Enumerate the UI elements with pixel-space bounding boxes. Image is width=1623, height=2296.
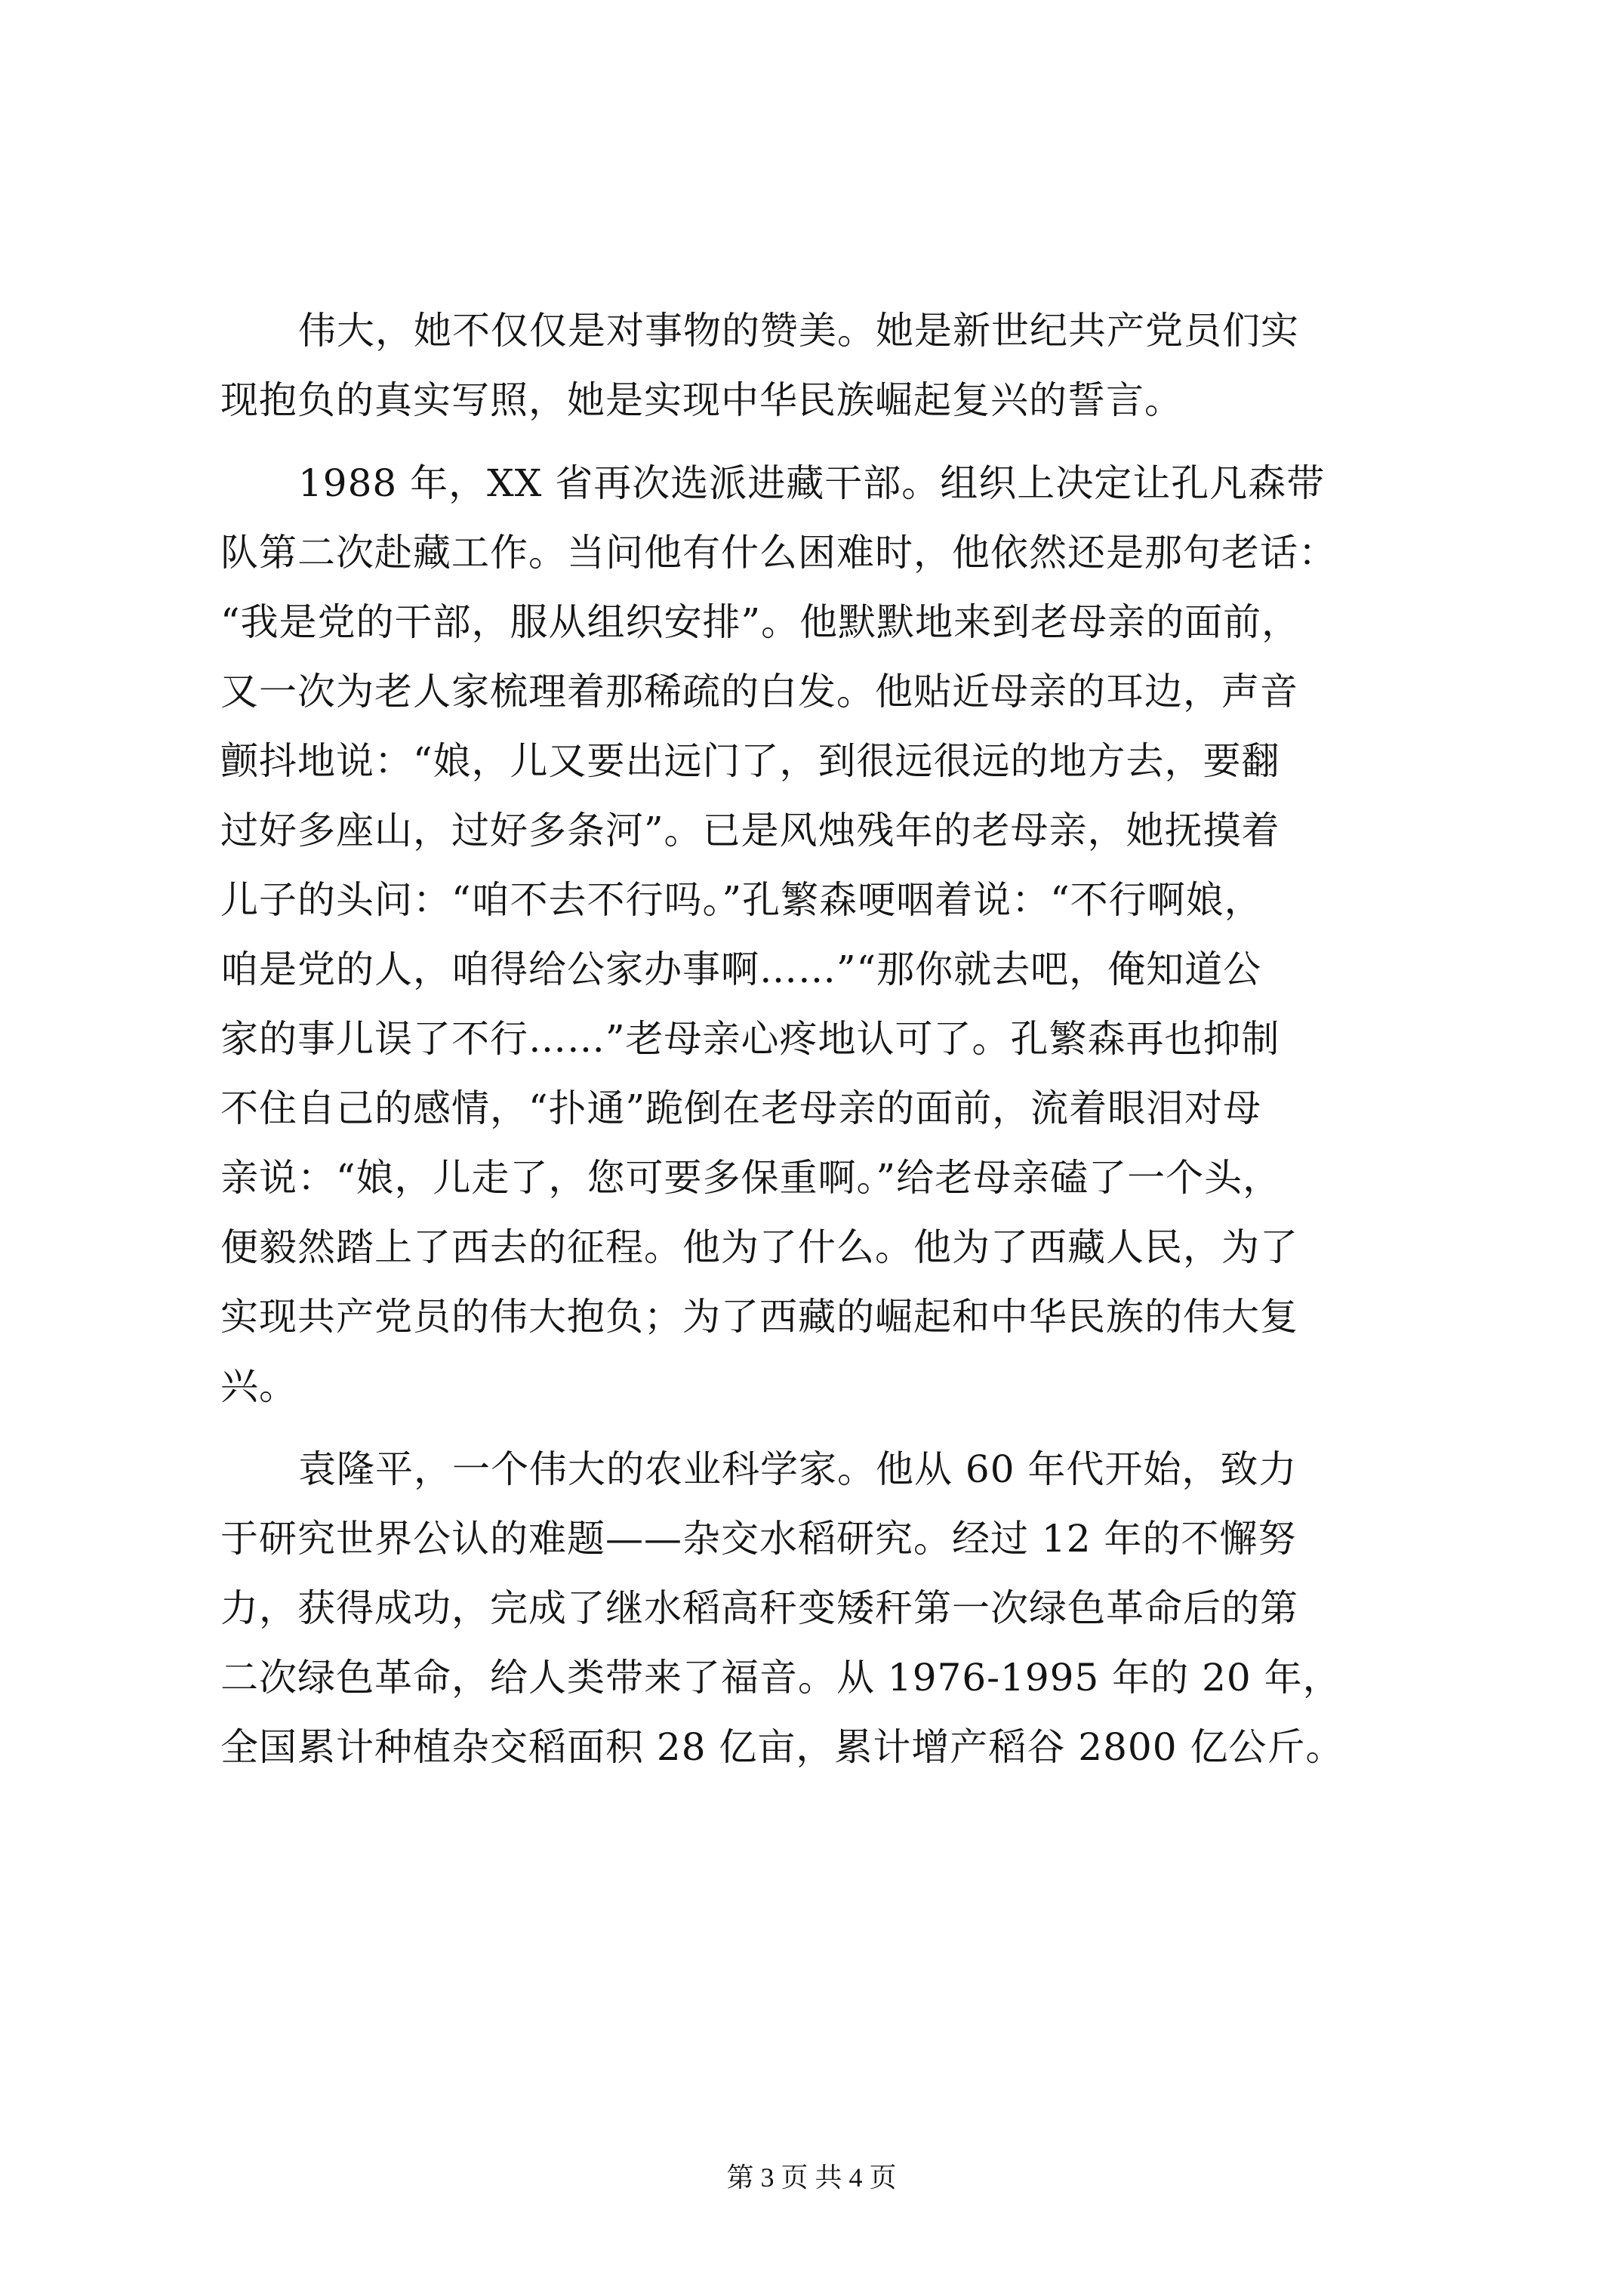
- text-line: 袁隆平，一个伟大的农业科学家。他从 60 年代开始，致力: [298, 1447, 1298, 1491]
- text-line: 便毅然踏上了西去的征程。他为了什么。他为了西藏人民，为了: [220, 1225, 1298, 1269]
- paragraph: [220, 1435, 1421, 1782]
- text-line: 亲说：“娘，儿走了，您可要多保重啊。”给老母亲磕了一个头，: [220, 1156, 1282, 1200]
- text-line: 力，获得成功，完成了继水稻高秆变矮秆第一次绿色革命后的第: [220, 1586, 1298, 1630]
- text-line: 现抱负的真实写照，她是实现中华民族崛起复兴的誓言。: [220, 378, 1183, 422]
- paragraph-gap: [220, 1421, 1421, 1435]
- paragraph-gap: [220, 435, 1421, 448]
- text-line: 1988 年，XX 省再次选派进藏干部。组织上决定让孔凡森带: [298, 461, 1326, 505]
- text-line: 实现共产党员的伟大抱负；为了西藏的崛起和中华民族的伟大复: [220, 1295, 1298, 1339]
- text-line: 咱是党的人，咱得给公家办事啊……”“那你就去吧，俺知道公: [220, 948, 1262, 991]
- paragraph: [220, 296, 1421, 435]
- paragraph: [220, 448, 1421, 1421]
- page-number: 第 3 页 共 4 页: [726, 2162, 897, 2193]
- page-footer: [0, 2161, 1623, 2194]
- text-line: 伟大，她不仅仅是对事物的赞美。她是新世纪共产党员们实: [298, 309, 1299, 353]
- text-line: 兴。: [220, 1364, 297, 1408]
- text-line: 二次绿色革命，给人类带来了福音。从 1976-1995 年的 20 年，: [220, 1656, 1341, 1700]
- body-text: [220, 296, 1421, 1782]
- text-line: “我是党的干部，服从组织安排”。他默默地来到老母亲的面前，: [220, 600, 1301, 644]
- text-line: 于研究世界公认的难题——杂交水稻研究。经过 12 年的不懈努: [220, 1517, 1297, 1561]
- text-line: 队第二次赴藏工作。当问他有什么困难时，他依然还是那句老话：: [220, 531, 1337, 575]
- text-line: 又一次为老人家梳理着那稀疏的白发。他贴近母亲的耳边，声音: [220, 670, 1298, 713]
- text-line: 过好多座山，过好多条河”。已是风烛残年的老母亲，她抚摸着: [220, 809, 1280, 852]
- text-line: 全国累计种植杂交稻面积 28 亿亩，累计增产稻谷 2800 亿公斤。: [220, 1725, 1344, 1769]
- text-line: 儿子的头问：“咱不去不行吗。”孔繁森哽咽着说：“不行啊娘，: [220, 878, 1263, 922]
- text-line: 不住自己的感情，“扑通”跪倒在老母亲的面前，流着眼泪对母: [220, 1086, 1262, 1130]
- text-line: 颤抖地说：“娘，儿又要出远门了，到很远很远的地方去，要翻: [220, 739, 1280, 783]
- text-line: 家的事儿误了不行……”老母亲心疼地认可了。孔繁森再也抑制: [220, 1017, 1280, 1061]
